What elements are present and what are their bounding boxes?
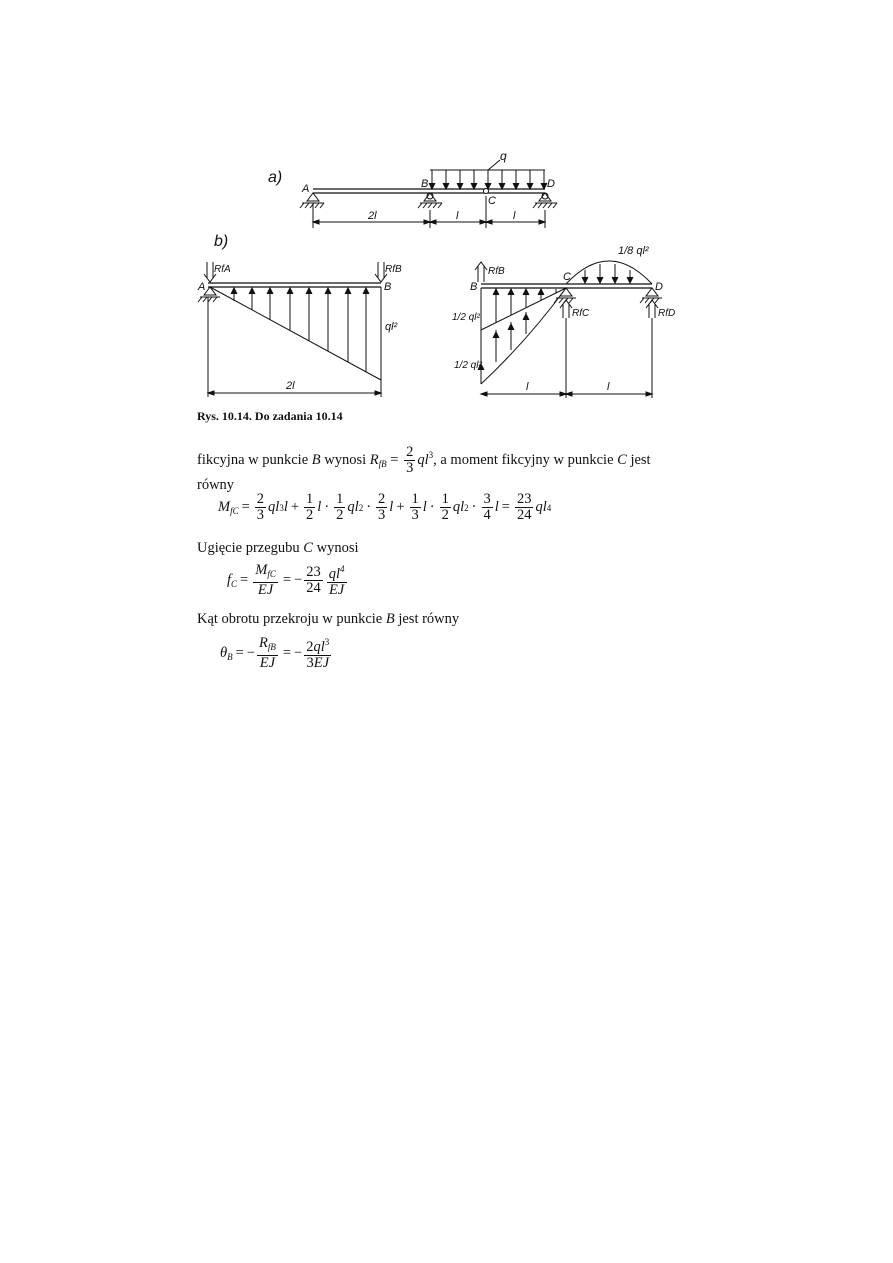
reaction-RfD: RfD: [658, 308, 676, 319]
beam-a: [300, 149, 557, 228]
reaction-RfC: RfC: [572, 308, 590, 319]
beam-b-left: [197, 262, 402, 397]
dim-2l-left: 2l: [286, 380, 295, 392]
paragraph-1: fikcyjna w punkcie B wynosi $R_{fB}$ = $\frac{2}{3}$ $ql^3$, a moment fikcyjny w punkcie C jest równy: [197, 444, 651, 493]
load-arrows-a: [429, 170, 547, 189]
dim-l-right-2: l: [607, 381, 610, 393]
dim-l-1: l: [456, 210, 459, 222]
equation-thetaB: $\theta_B$ = − $\frac{R_{fB}}{EJ}$ = − $\frac{2ql^3}{3EJ}$: [220, 634, 330, 671]
point-B-left: B: [384, 281, 392, 293]
equation-fC: $f_C$ = $\frac{M_{fC}}{EJ}$ = − $\frac{23}{24}$ $\frac{ql^4}{EJ}$: [227, 561, 345, 598]
left-load-2: 1/2 ql²: [454, 360, 482, 371]
beam-b-right: [452, 245, 675, 398]
point-A-left: A: [198, 281, 206, 293]
point-D: D: [547, 178, 555, 190]
left-load-1: 1/2 ql²: [452, 312, 480, 323]
beam-figure: [0, 0, 893, 430]
point-C: C: [488, 195, 496, 207]
reaction-RfB: RfB: [385, 264, 402, 275]
figure-caption: Rys. 10.14. Do zadania 10.14: [197, 409, 343, 423]
dim-l-2: l: [513, 210, 516, 222]
paragraph-3: Kąt obrotu przekroju w punkcie B jest równy: [197, 611, 460, 627]
figure-label-a: a): [268, 169, 283, 186]
load-label-q: q: [500, 149, 507, 163]
dim-2l: 2l: [368, 210, 377, 222]
point-C-right: C: [563, 271, 571, 283]
fraction-2-3: $\frac{2}{3}$: [406, 444, 414, 476]
figure-label-b: b): [214, 233, 229, 250]
equation-MfC: $M_{fC}$ = $\frac{2}{3}$ ql 3 l + $\frac{1}{2}$ l · $\frac{1}{2}$ ql 2 · $\frac{2}{3}$ l + $\frac{1}{3}$ l · $\frac{1}{2}$ ql 2 · $\frac{3}{4}$ l = $\frac{23}{24}$ ql 4: [218, 491, 552, 523]
reaction-RfB-right: RfB: [488, 266, 505, 277]
point-D-right: D: [655, 281, 663, 293]
point-B: B: [421, 178, 429, 190]
point-A: A: [302, 183, 310, 195]
paragraph-2: Ugięcie przegubu C wynosi: [197, 540, 359, 556]
dim-l-right-1: l: [526, 381, 529, 393]
top-load-label: 1/8 ql²: [618, 245, 649, 257]
point-B-right: B: [470, 281, 478, 293]
reaction-RfA: RfA: [214, 264, 231, 275]
load-ql2-left: ql²: [385, 321, 398, 333]
